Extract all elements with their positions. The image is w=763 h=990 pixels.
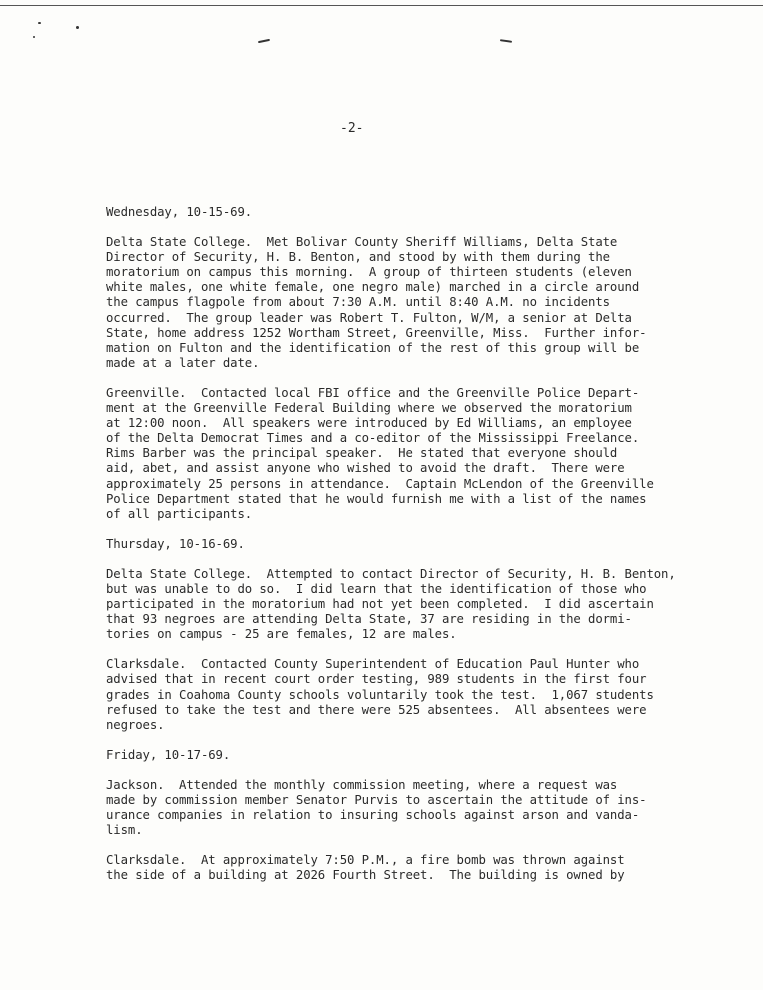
entry-date: Friday, 10-17-69. [106, 747, 231, 762]
text-line: urance companies in relation to insuring schools against arson and vanda- [106, 808, 640, 823]
text-line: white males, one white female, one negro male) marched in a circle around [106, 280, 640, 295]
text-line: Police Department stated that he would furnish me with a list of the names [106, 491, 647, 506]
text-line: of all participants. [106, 506, 253, 521]
diary-entry [106, 748, 706, 884]
scan-speck [33, 36, 35, 38]
text-line: at 12:00 noon. All speakers were introduced by Ed Williams, an employee [106, 416, 632, 431]
text-line: of the Delta Democrat Times and a co-editor of the Mississippi Freelance. [106, 431, 640, 446]
entry-paragraph [106, 778, 706, 838]
text-line: Director of Security, H. B. Benton, and stood by with them during the [106, 250, 610, 265]
page-number: -2- [340, 121, 364, 136]
text-line: the side of a building at 2026 Fourth Street. The building is owned by [106, 868, 625, 883]
text-line: Clarksdale. At approximately 7:50 P.M., a fire bomb was thrown against [106, 853, 625, 868]
scan-speck [500, 39, 512, 43]
entry-date: Thursday, 10-16-69. [106, 536, 245, 551]
text-line: participated in the moratorium had not yet been completed. I did ascertain [106, 597, 654, 612]
text-line: made by commission member Senator Purvis to ascertain the attitude of ins- [106, 793, 647, 807]
scan-speck [76, 26, 79, 29]
entry-paragraph [106, 386, 706, 522]
text-line: occurred. The group leader was Robert T. Fulton, W/M, a senior at Delta [106, 310, 632, 325]
scan-speck [38, 22, 41, 24]
text-line: mation on Fulton and the identification of the rest of this group will be [106, 340, 640, 355]
diary-entry [106, 205, 706, 522]
text-line: Rims Barber was the principal speaker. He stated that everyone should [106, 446, 618, 461]
text-line: Jackson. Attended the monthly commission meeting, where a request was [106, 777, 618, 792]
entry-paragraph [106, 853, 706, 883]
text-line: negroes. [106, 717, 165, 732]
text-line: State, home address 1252 Wortham Street, Greenville, Miss. Further infor- [106, 325, 647, 340]
memo-body [106, 205, 706, 898]
text-line: that 93 negroes are attending Delta State, 37 are residing in the dormi- [106, 612, 632, 627]
text-line: Clarksdale. Contacted County Superintendent of Education Paul Hunter who [106, 657, 640, 672]
text-line: advised that in recent court order testing, 989 students in the first four [106, 672, 647, 687]
text-line: Delta State College. Attempted to contact Director of Security, H. B. Benton, [106, 566, 676, 581]
entry-date: Wednesday, 10-15-69. [106, 205, 253, 219]
text-line: made at a later date. [106, 355, 260, 370]
text-line: lism. [106, 823, 143, 838]
text-line: refused to take the test and there were 525 absentees. All absentees were [106, 702, 647, 717]
text-line: Greenville. Contacted local FBI office and the Greenville Police Depart- [106, 385, 640, 400]
text-line: approximately 25 persons in attendance. Captain McLendon of the Greenville [106, 476, 654, 491]
text-line: aid, abet, and assist anyone who wished to avoid the draft. There were [106, 461, 625, 476]
entry-paragraph [106, 657, 706, 732]
text-line: tories on campus - 25 are females, 12 are males. [106, 627, 457, 642]
text-line: the campus flagpole from about 7:30 A.M. until 8:40 A.M. no incidents [106, 295, 610, 310]
scan-top-rule [0, 5, 763, 6]
text-line: Delta State College. Met Bolivar County Sheriff Williams, Delta State [106, 235, 618, 250]
text-line: grades in Coahoma County schools voluntarily took the test. 1,067 students [106, 687, 654, 702]
scan-speck [258, 39, 270, 43]
diary-entry [106, 537, 706, 733]
entry-paragraph [106, 235, 706, 371]
entry-paragraph [106, 567, 706, 642]
text-line: but was unable to do so. I did learn that the identification of those who [106, 581, 647, 596]
text-line: moratorium on campus this morning. A group of thirteen students (eleven [106, 265, 632, 280]
text-line: ment at the Greenville Federal Building where we observed the moratorium [106, 401, 632, 416]
